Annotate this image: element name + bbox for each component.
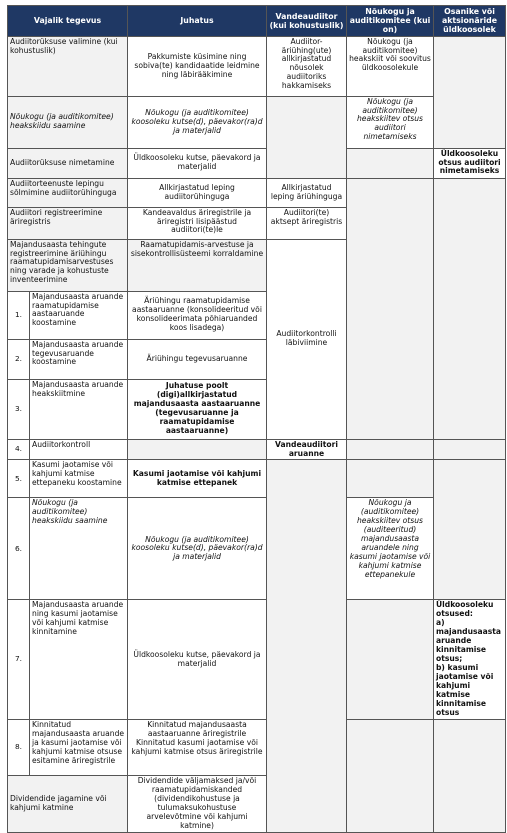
auditor-control-cell: Audiitorkontrolli läbiviimine	[267, 239, 347, 439]
header-shareholders: Osanike või aktsionäride üldkoosolek	[434, 6, 506, 37]
step-5-number: 5.	[8, 460, 30, 498]
row9-step: Dividendide jagamine või kahjumi katmine	[8, 775, 128, 832]
row2-step: Nõukogu (ja auditikomitee) heakskiidu saamine	[8, 96, 128, 148]
row5-body: Kandeavaldus äriregistrile ja äriregistri lisipäästud audiitori(te)le	[128, 207, 267, 239]
row4-auditor: Allkirjastatud leping äriühinguga	[267, 178, 347, 207]
step-7-text: Majandusaasta aruande ning kasumi jaotamise või kahjumi katmise kinnitamine	[30, 600, 128, 719]
step-1-text: Majandusaasta aruande raamatupidamise aastaaruande koostamine	[30, 291, 128, 339]
steps-5-6-shareholders-empty	[434, 460, 506, 600]
step-7-body: Üldkoosoleku kutse, päevakord ja materjalid	[128, 600, 267, 719]
council-empty-block-1	[347, 178, 434, 439]
header-auditor: Vandeaudiitor (kui kohustuslik)	[267, 6, 347, 37]
shareholders-decisions-title: Üldkoosoleku otsused:	[436, 600, 494, 619]
step-7-number: 7.	[8, 600, 30, 719]
row4-step: Audiitorteenuste lepingu sõlmimine audiitorühinguga	[8, 178, 128, 207]
step-4-shareholders-empty	[434, 439, 506, 460]
shareholders-decision-b: b) kasumi jaotamise või kahjumi katmise kinnitamise otsus	[436, 663, 494, 717]
step-4-council-empty	[347, 439, 434, 460]
council-empty-block-3	[347, 719, 434, 832]
step-7-shareholders	[434, 600, 506, 719]
row3-body: Üldkoosoleku kutse, päevakord ja materjalid	[128, 148, 267, 178]
step-4-text: Audiitorkontroll	[30, 439, 128, 460]
step-6-number: 6.	[8, 498, 30, 600]
row2-3-auditor-empty	[267, 96, 347, 178]
row3-step: Audiitorüksuse nimetamine	[8, 148, 128, 178]
shareholders-empty-block-1	[434, 178, 506, 439]
step-1-number: 1.	[8, 291, 30, 339]
step-3-text: Majandusaasta aruande heakskiitmine	[30, 379, 128, 439]
step-5-body: Kasumi jaotamise või kahjumi katmise ettepanek	[128, 460, 267, 498]
row1-step: Audiitorüksuse valimine (kui kohustuslik)	[8, 36, 128, 96]
step-6-text: Nõukogu (ja auditikomitee) heakskiidu saamine	[30, 498, 128, 600]
header-step: Vajalik tegevus	[8, 6, 128, 37]
row1-auditor: Audiitor-äriühing(ute) allkirjastatud nõusolek audiitoriks hakkamiseks	[267, 36, 347, 96]
shareholders-empty-block-3	[434, 719, 506, 832]
step-2-text: Majandusaasta aruande tegevusaruande koostamine	[30, 339, 128, 379]
step-6-body: Nõukogu (ja auditikomitee) koosoleku kutse(d), päevakor(ra)d ja materjalid	[128, 498, 267, 600]
step-4-number: 4.	[8, 439, 30, 460]
row4-body: Allkirjastatud leping audiitorühinguga	[128, 178, 267, 207]
step-1-body: Äriühingu raamatupidamise aastaaruanne (konsolideeritud või konsolideerimata põhiaruanded koos lisadega)	[128, 291, 267, 339]
row3-shareholders: Üldkoosoleku otsus audiitori nimetamiseks	[434, 148, 506, 178]
row1-2-shareholders-empty	[434, 36, 506, 148]
row5-step: Audiitori registreerimine äriregistris	[8, 207, 128, 239]
step-2-body: Äriühingu tegevusaruanne	[128, 339, 267, 379]
row9-body: Dividendide väljamaksed ja/või raamatupidamiskanded (dividendikohustuse ja tulumaksukohustuse arvelevõtmine või kahjumi katmine)	[128, 775, 267, 832]
step-8-text: Kinnitatud majandusaasta aruande ja kasumi jaotamise või kahjumi katmise otsuse esitamine äriregistrile	[30, 719, 128, 775]
step-3-body: Juhatuse poolt (digi)allkirjastatud majandusaasta aastaaruanne (tegevusaruanne ja raamatupidamise aastaaruanne)	[128, 379, 267, 439]
row2-body: Nõukogu (ja auditikomitee) koosoleku kutse(d), päevakor(ra)d ja materjalid	[128, 96, 267, 148]
shareholders-decision-a: a) majandusaasta aruande kinnitamise otsus;	[436, 618, 502, 664]
row2-council: Nõukogu (ja auditikomitee) heakskiitev otsus audiitori nimetamiseks	[347, 96, 434, 148]
row3-council-empty	[347, 148, 434, 178]
process-table	[7, 5, 506, 833]
auditor-empty-block-2	[267, 460, 347, 832]
header-council: Nõukogu ja auditikomitee (kui on)	[347, 6, 434, 37]
step-4-body-empty	[128, 439, 267, 460]
step-8-body: Kinnitatud majandusaasta aastaaruanne äriregistrile Kinnitatud kasumi jaotamise või kahjumi katmise otsus äriregistrile	[128, 719, 267, 775]
step-6-council: Nõukogu ja (auditikomitee) heakskiitev otsus (auditeeritud) majandusaasta aruandele ning kasumi jaotamise või kahjumi katmise ettepanekule	[347, 498, 434, 600]
step-3-number: 3.	[8, 379, 30, 439]
row5-auditor: Audiitori(te) aktsept äriregistris	[267, 207, 347, 239]
row1-body: Pakkumiste küsimine ning sobiva(te) kandidaatide leidmine ning läbirääkimine	[128, 36, 267, 96]
row1-council: Nõukogu (ja auditikomitee) heakskiit või soovitus üldkoosolekule	[347, 36, 434, 96]
header-body: Juhatus	[128, 6, 267, 37]
row6-step: Majandusaasta tehingute registreerimine äriühingu raamatupidamisarvestuses ning varade ja kohustuste inventeerimine	[8, 239, 128, 291]
row6-body: Raamatupidamis-arvestuse ja sisekontrollisüsteemi korraldamine	[128, 239, 267, 291]
step-5-council-empty	[347, 460, 434, 498]
step-4-auditor: Vandeaudiitori aruanne	[267, 439, 347, 460]
step-8-number: 8.	[8, 719, 30, 775]
step-5-text: Kasumi jaotamise või kahjumi katmise ettepaneku koostamine	[30, 460, 128, 498]
step-2-number: 2.	[8, 339, 30, 379]
step-7-council-empty	[347, 600, 434, 719]
